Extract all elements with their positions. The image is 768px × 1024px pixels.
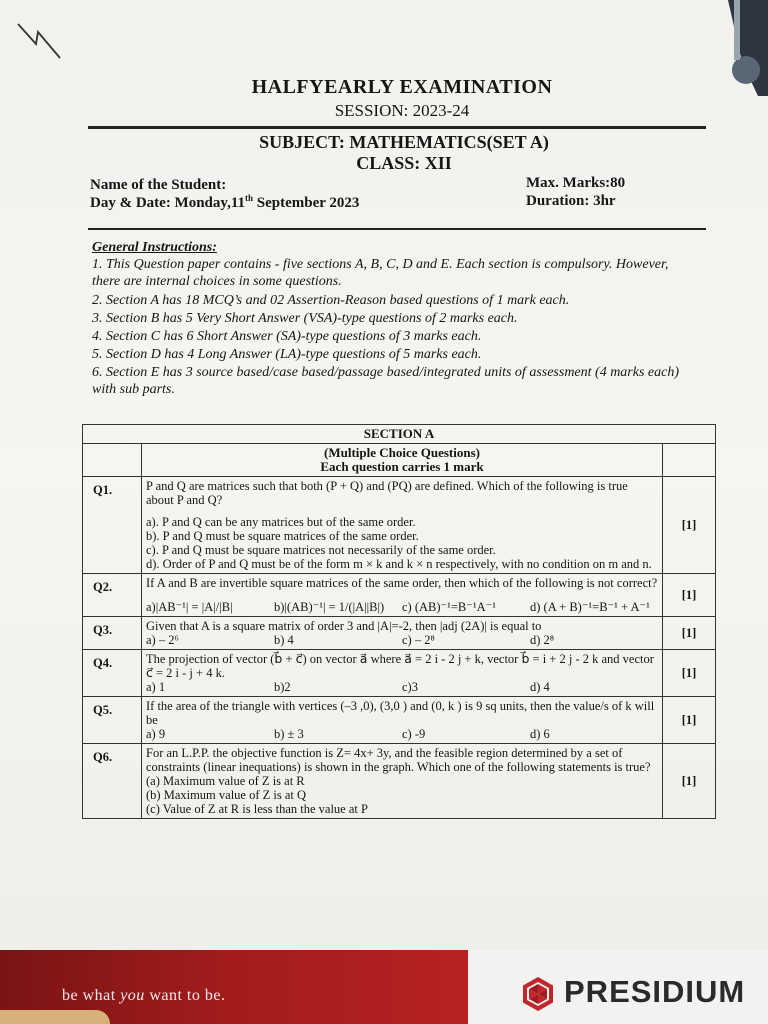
blank-cell [663, 444, 716, 477]
option-d: d) 4 [530, 680, 550, 694]
question-marks: [1] [663, 574, 716, 617]
blank-cell [83, 444, 142, 477]
question-text: For an L.P.P. the objective function is Z= 4x+ 3y, and the feasible region determined by a set of constraints (linear inequations) is shown in the graph. Which one of the following statements is true? [146, 746, 651, 774]
question-row [83, 744, 716, 819]
day-date-month: September 2023 [253, 195, 360, 211]
footer-tagline [62, 987, 225, 1005]
option-a: a). P and Q can be any matrices but of the same order. [146, 515, 416, 529]
section-subtitle-cell [142, 444, 663, 477]
option-b: b) 4 [274, 633, 294, 647]
question-row [83, 574, 716, 617]
pencil-mark-icon [14, 18, 68, 62]
section-title: SECTION A [83, 425, 716, 444]
question-number: Q6. [83, 744, 142, 819]
section-note: Each question carries 1 mark [320, 459, 484, 474]
top-rule [88, 126, 706, 129]
option-b: (b) Maximum value of Z is at Q [146, 788, 307, 802]
instruction-4: 4. Section C has 6 Short Answer (SA)-type questions of 3 marks each. [92, 329, 482, 344]
tagline-emphasis: you [120, 987, 145, 1004]
tagline-end: want to be. [144, 987, 226, 1004]
max-marks-label: Max. Marks:80 [526, 175, 626, 191]
option-d: d). Order of P and Q must be of the form m × k and k × n respectively, with no condition on m and n. [146, 557, 652, 571]
question-body [142, 744, 663, 819]
option-c: c) -9 [402, 727, 426, 741]
question-marks: [1] [663, 650, 716, 697]
option-c: c). P and Q must be square matrices not necessarily of the same order. [146, 543, 496, 557]
question-text: If the area of the triangle with vertices (–3 ,0), (3,0 ) and (0, k ) is 9 sq units, then the value/s of k will be [146, 699, 655, 727]
duration-label: Duration: 3hr [526, 193, 616, 209]
options-row [146, 680, 658, 694]
question-row [83, 697, 716, 744]
options-row [146, 727, 658, 741]
question-row [83, 617, 716, 650]
option-a: a) 9 [146, 727, 166, 741]
question-row [83, 477, 716, 574]
day-date-suffix: th [245, 193, 254, 203]
day-date-text: Day & Date: Monday,11 [90, 195, 245, 211]
hand-fingers [0, 1010, 110, 1024]
instruction-3: 3. Section B has 5 Very Short Answer (VSA)-type questions of 2 marks each. [92, 311, 518, 326]
option-b: b)2 [274, 680, 291, 694]
class-label: CLASS: XII [356, 153, 452, 173]
question-body [142, 477, 663, 574]
question-body [142, 574, 663, 617]
option-d: d) 6 [530, 727, 550, 741]
option-b: b). P and Q must be square matrices of the same order. [146, 529, 419, 543]
instructions-rule [88, 228, 706, 230]
option-c: c) (AB)⁻¹=B⁻¹A⁻¹ [402, 600, 496, 614]
option-c: c)3 [402, 680, 418, 694]
session-label: SESSION: 2023-24 [334, 101, 470, 120]
day-date-label [90, 193, 359, 212]
instruction-5: 5. Section D has 4 Long Answer (LA)-type questions of 5 marks each. [92, 347, 482, 362]
instruction-1: 1. This Question paper contains - five sections A, B, C, D and E. Each section is compulsory. However, there are internal choices in some questions. [92, 257, 669, 289]
option-c: c) – 2⁸ [402, 633, 435, 647]
instructions-heading: General Instructions: [92, 240, 217, 255]
presidium-brand: PRESIDIUM [564, 974, 746, 1009]
question-marks: [1] [663, 744, 716, 819]
instruction-2: 2. Section A has 18 MCQ’s and 02 Assertion-Reason based questions of 1 mark each. [92, 293, 570, 308]
tagline-start: be what [62, 987, 121, 1004]
presidium-logo-icon [520, 976, 556, 1012]
question-text: P and Q are matrices such that both (P + Q) and (PQ) are defined. Which of the following is true about P and Q? [146, 479, 628, 507]
question-row [83, 650, 716, 697]
instruction-6: 6. Section E has 3 source based/case based/passage based/integrated units of assessment (4 marks each) with sub parts. [92, 365, 680, 397]
question-marks: [1] [663, 477, 716, 574]
question-marks: [1] [663, 697, 716, 744]
questions-table [82, 424, 716, 819]
question-number: Q2. [83, 574, 142, 617]
option-b: b)|(AB)⁻¹| = 1/(|A||B|) [274, 600, 385, 614]
section-title-row [83, 425, 716, 444]
question-number: Q1. [83, 477, 142, 574]
subject-label: SUBJECT: MATHEMATICS(SET A) [259, 132, 549, 152]
options-row [146, 600, 658, 614]
question-body [142, 617, 663, 650]
question-text: Given that A is a square matrix of order 3 and |A|=-2, then |adj (2A)| is equal to [146, 619, 542, 633]
question-body [142, 650, 663, 697]
option-a: a)|AB⁻¹| = |A|/|B| [146, 600, 233, 614]
option-a: a) – 2⁶ [146, 633, 179, 647]
option-c: (c) Value of Z at R is less than the value at P [146, 802, 368, 816]
question-text: The projection of vector (b⃗ + c⃗) on vector a⃗ where a⃗ = 2 i - 2 j + k, vector b⃗ = i + 2 j - 2 k and vector c⃗ = 2 i - j + 4 k. [146, 652, 654, 680]
option-d: d) (A + B)⁻¹=B⁻¹ + A⁻¹ [530, 600, 650, 614]
options-row [146, 633, 658, 647]
option-d: d) 2⁸ [530, 633, 555, 647]
question-body [142, 697, 663, 744]
exam-title: HALFYEARLY EXAMINATION [251, 76, 553, 98]
question-marks: [1] [663, 617, 716, 650]
student-name-label: Name of the Student: [90, 177, 227, 193]
section-subtitle: (Multiple Choice Questions) [324, 445, 480, 460]
question-number: Q4. [83, 650, 142, 697]
option-b: b) ± 3 [274, 727, 304, 741]
section-subtitle-row [83, 444, 716, 477]
question-number: Q5. [83, 697, 142, 744]
option-a: (a) Maximum value of Z is at R [146, 774, 305, 788]
option-a: a) 1 [146, 680, 166, 694]
question-text: If A and B are invertible square matrices of the same order, then which of the following is not correct? [146, 576, 658, 590]
question-number: Q3. [83, 617, 142, 650]
